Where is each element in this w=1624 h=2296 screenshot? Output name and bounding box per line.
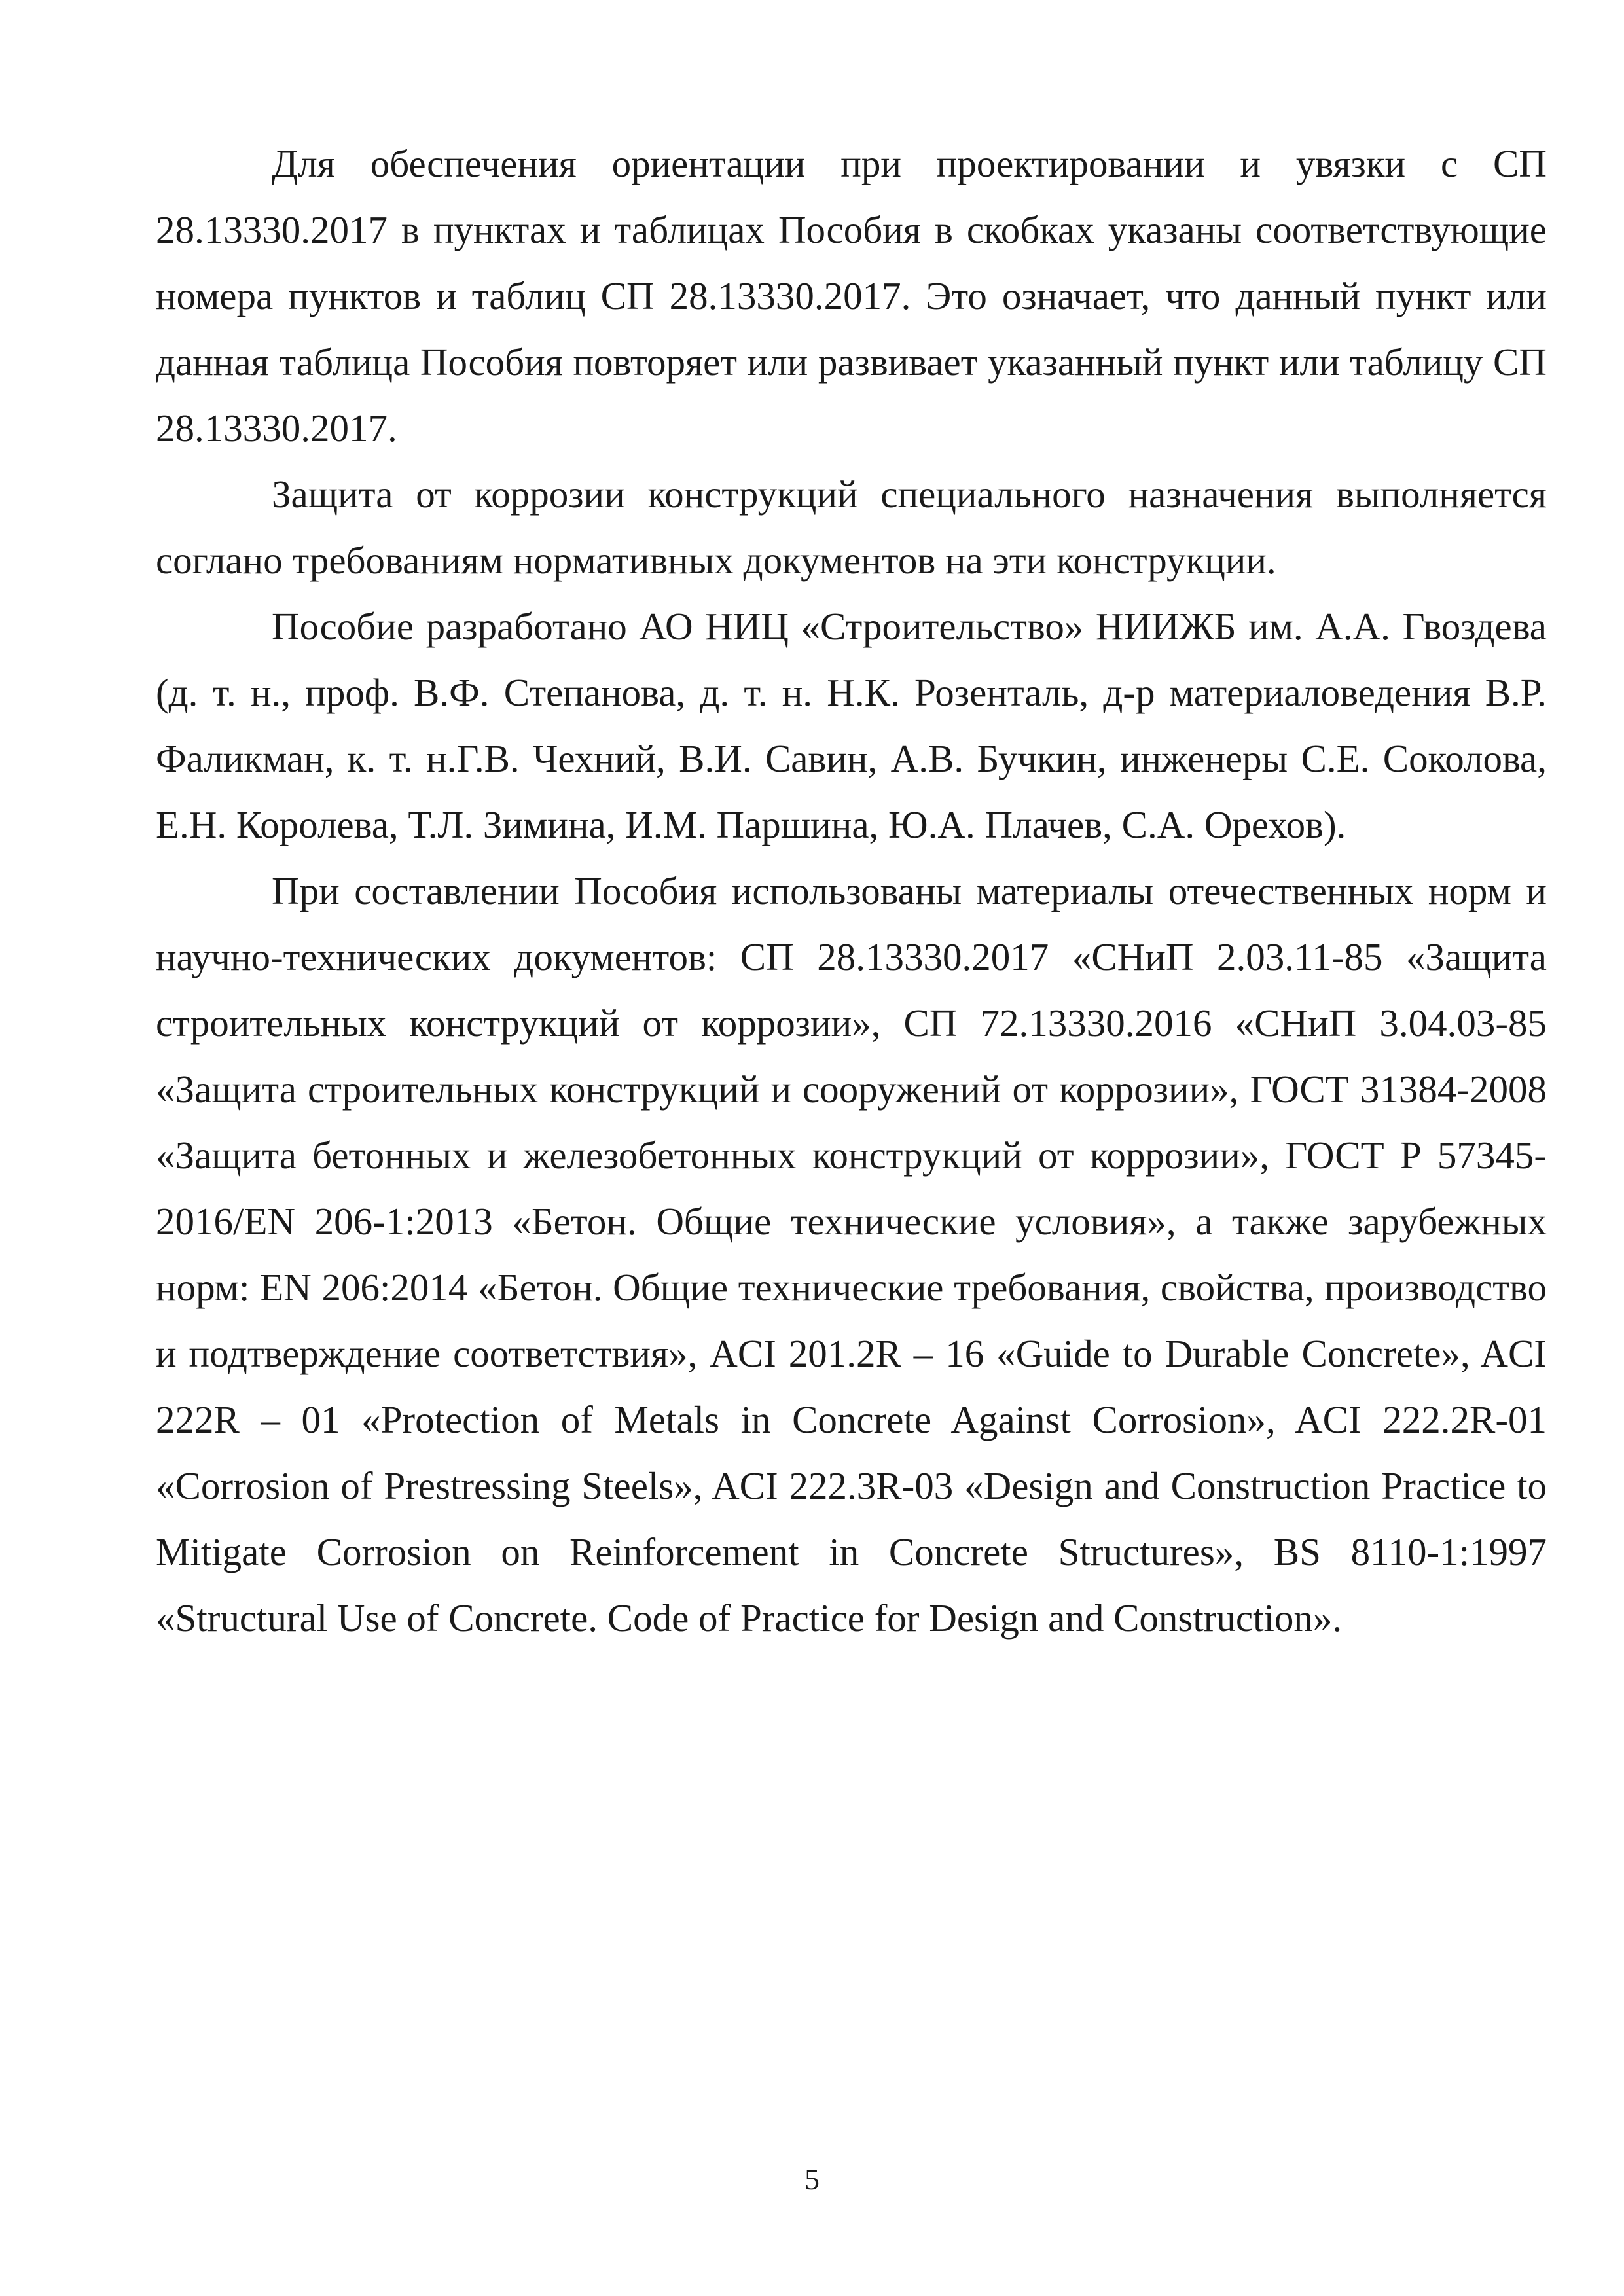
document-body (156, 131, 1547, 1651)
page-number: 5 (804, 2162, 820, 2196)
paragraph-special-structures: Защита от коррозии конструкций специального назначения выполняется соглано требованиям нормативных документов на эти конструкции. (156, 473, 1547, 582)
paragraph-authors: Пособие разработано АО НИЦ «Строительство» НИИЖБ им. А.А. Гвоздева (д. т. н., проф. В.Ф. Степанова, д. т. н. Н.К. Розенталь, д-р материаловедения В.Р. Фаликман, к. т. н.Г.В. Чехний, В.И. Савин, А.В. Бучкин, инженеры С.Е. Соколова, Е.Н. Королева, Т.Л. Зимина, И.М. Паршина, Ю.А. Плачев, С.А. Орехов). (156, 605, 1547, 846)
paragraph-references-intro: Для обеспечения ориентации при проектировании и увязки с СП 28.13330.2017 в пунктах и таблицах Пособия в скобках указаны соответствующие номера пунктов и таблиц СП 28.13330.2017. Это означает, что данный пункт или данная таблица Пособия повторяет или развивает указанный пункт или таблицу СП 28.13330.2017. (156, 142, 1547, 450)
paragraph-sources: При составлении Пособия использованы материалы отечественных норм и научно-технических документов: СП 28.13330.2017 «СНиП 2.03.11-85 «Защита строительных конструкций от коррозии», СП 72.13330.2016 «СНиП 3.04.03-85 «Защита строительных конструкций и сооружений от коррозии», ГОСТ 31384-2008 «Защита бетонных и железобетонных конструкций от коррозии», ГОСТ Р 57345-2016/EN 206-1:2013 «Бетон. Общие технические условия», а также зарубежных норм: EN 206:2014 «Бетон. Общие технические требования, свойства, производство и подтверждение соответствия», ACI 201.2R – 16 «Guide to Durable Concrete», ACI 222R – 01 «Protection of Metals in Concrete Against Corrosion», ACI 222.2R-01 «Corrosion of Prestressing Steels», ACI 222.3R-03 «Design and Construction Practice to Mitigate Corrosion on Reinforcement in Concrete Structures», BS 8110-1:1997 «Structural Use of Concrete. Code of Practice for Design and Construction». (156, 869, 1547, 1640)
